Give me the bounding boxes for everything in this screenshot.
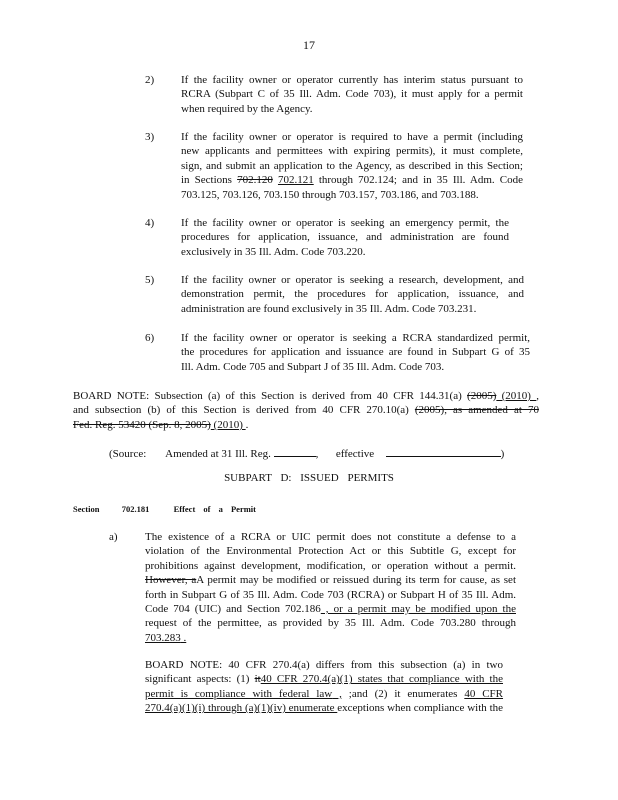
section-title: Effect of a Permit	[173, 504, 257, 514]
subpart-heading: SUBPART D: ISSUED PERMITS	[224, 472, 394, 484]
text-line: 270.4(a)(1)(i) through (a)(1)(iv) enumerate exceptions when compliance with the	[145, 702, 504, 715]
text-line: procedures for application, issuance, and administration are found	[181, 231, 509, 244]
blank-line	[274, 445, 316, 457]
text-line: Code 704 (UIC) and Section 702.186 , or a permit may be modified upon the	[145, 602, 516, 615]
section-label: Section	[73, 504, 100, 514]
deleted-text: 702.120	[237, 174, 273, 187]
source-note: (Source: Amended at 31 Ill. Reg. , effective )	[109, 445, 504, 461]
text-line: Fed. Reg. 53420 (Sep. 8, 2005) (2010) .	[73, 418, 249, 431]
item-text	[181, 216, 509, 259]
section-number: 702.181	[121, 504, 150, 514]
item-text	[181, 331, 530, 374]
text-line: sign, and submit an application to the Agency, as described in this Section;	[181, 159, 523, 172]
text-line: If the facility owner or operator is seeking an emergency permit, the	[181, 217, 509, 229]
text-line: prohibitions against development, modification, or operation without a permit.	[145, 559, 516, 572]
inserted-text: (2010)	[210, 418, 246, 431]
deleted-text: (2005), as amended at 70	[414, 404, 539, 417]
text-line: new applicants and permittees with expiring permits), it must complete,	[181, 145, 523, 158]
text-line: exclusively in 35 Ill. Adm. Code 703.220.	[181, 245, 366, 258]
text-line: If the facility owner or operator is required to have a permit (including	[181, 131, 523, 143]
deleted-text: Fed. Reg. 53420 (Sep. 8, 2005)	[73, 418, 211, 431]
inserted-text: (2010)	[496, 390, 537, 402]
text-line: If the facility owner or operator currently has interim status pursuant to	[181, 74, 523, 86]
text-line: The existence of a RCRA or UIC permit does not constitute a defense to a	[145, 531, 516, 543]
inserted-text: 40 CFR	[464, 687, 504, 700]
item-number: 4)	[145, 217, 155, 229]
item-text	[181, 273, 524, 316]
source-open: (Source:	[109, 448, 147, 460]
text-line: when required by the Agency.	[181, 102, 313, 115]
section-heading	[73, 502, 256, 516]
page-number: 17	[303, 38, 315, 52]
item-text	[181, 73, 523, 116]
inserted-text: , or a permit may be modified upon the	[320, 602, 516, 615]
text-line: Ill. Adm. Code 705 and Subpart J of 35 Ill. Adm. Code 703.	[181, 360, 445, 373]
text-line: 703.125, 703.126, 703.150 through 703.157, 703.186, and 703.188.	[181, 188, 479, 201]
text-line: and subsection (b) of this Section is derived from 40 CFR 270.10(a) (2005), as amended at 70	[73, 404, 539, 417]
text-line: However, aA permit may be modified or reissued during its term for cause, as set	[145, 574, 516, 587]
text-line-amended: in Sections 702.120 702.121 through 702.124; and in 35 Ill. Adm. Code	[181, 174, 523, 187]
item-text	[181, 130, 523, 202]
source-text: Amended at 31 Ill. Reg.	[165, 448, 271, 460]
subsection-marker: a)	[109, 531, 118, 543]
text-line: forth in Subpart G of 35 Ill. Adm. Code 703 (RCRA) or Subpart H of 35 Ill. Adm.	[145, 588, 516, 601]
deleted-text: (2005)	[467, 390, 497, 402]
inserted-text: 703.283	[145, 631, 181, 644]
subsection-a-text	[145, 530, 516, 645]
deleted-text: However, a	[145, 574, 197, 587]
text-line: If the facility owner or operator is seeking a research, development, and	[181, 274, 524, 286]
inserted-text: 40 CFR 270.4(a)(1) states that compliance with the	[260, 673, 503, 686]
text-line: demonstration permit, the procedures for application, issuance, and	[181, 288, 524, 301]
text-line: RCRA (Subpart C of 35 Ill. Adm. Code 703), it must apply for a permit	[181, 88, 523, 101]
inserted-text: 702.121	[277, 174, 314, 187]
text-line: If the facility owner or operator is seeking a RCRA standardized permit,	[181, 332, 530, 344]
deleted-text: it	[254, 673, 261, 686]
board-note-1	[73, 389, 539, 432]
board-note-2	[145, 658, 503, 716]
item-number: 3)	[145, 131, 155, 143]
text-line: permit is compliance with federal law , ;and (2) it enumerates 40 CFR	[145, 687, 504, 700]
item-number: 6)	[145, 332, 155, 344]
text-line: request of the permittee, as provided by 35 Ill. Adm. Code 703.280 through	[145, 617, 516, 630]
text-line: BOARD NOTE: 40 CFR 270.4(a) differs from this subsection (a) in two	[145, 659, 503, 671]
text-line: significant aspects: (1) it40 CFR 270.4(a)(1) states that compliance with the	[145, 673, 503, 686]
text-line: administration are found exclusively in 35 Ill. Adm. Code 703.231.	[181, 302, 477, 315]
inserted-text: 270.4(a)(1)(i) through (a)(1)(iv) enumerate	[145, 702, 338, 715]
item-number: 5)	[145, 274, 155, 286]
inserted-text: permit is compliance with federal law	[145, 687, 333, 700]
text-line: 703.283 .	[145, 631, 187, 644]
item-number: 2)	[145, 74, 155, 86]
effective-label: effective	[335, 448, 375, 460]
text-line: the procedures for application and issuance are found in Subpart G of 35	[181, 346, 530, 359]
text-line: BOARD NOTE: Subsection (a) of this Section is derived from 40 CFR 144.31(a) (2005) (2010) ,	[73, 390, 539, 402]
blank-line	[386, 445, 501, 457]
text-line: violation of the Environmental Protection Act or this Subtitle G, except for	[145, 545, 516, 558]
